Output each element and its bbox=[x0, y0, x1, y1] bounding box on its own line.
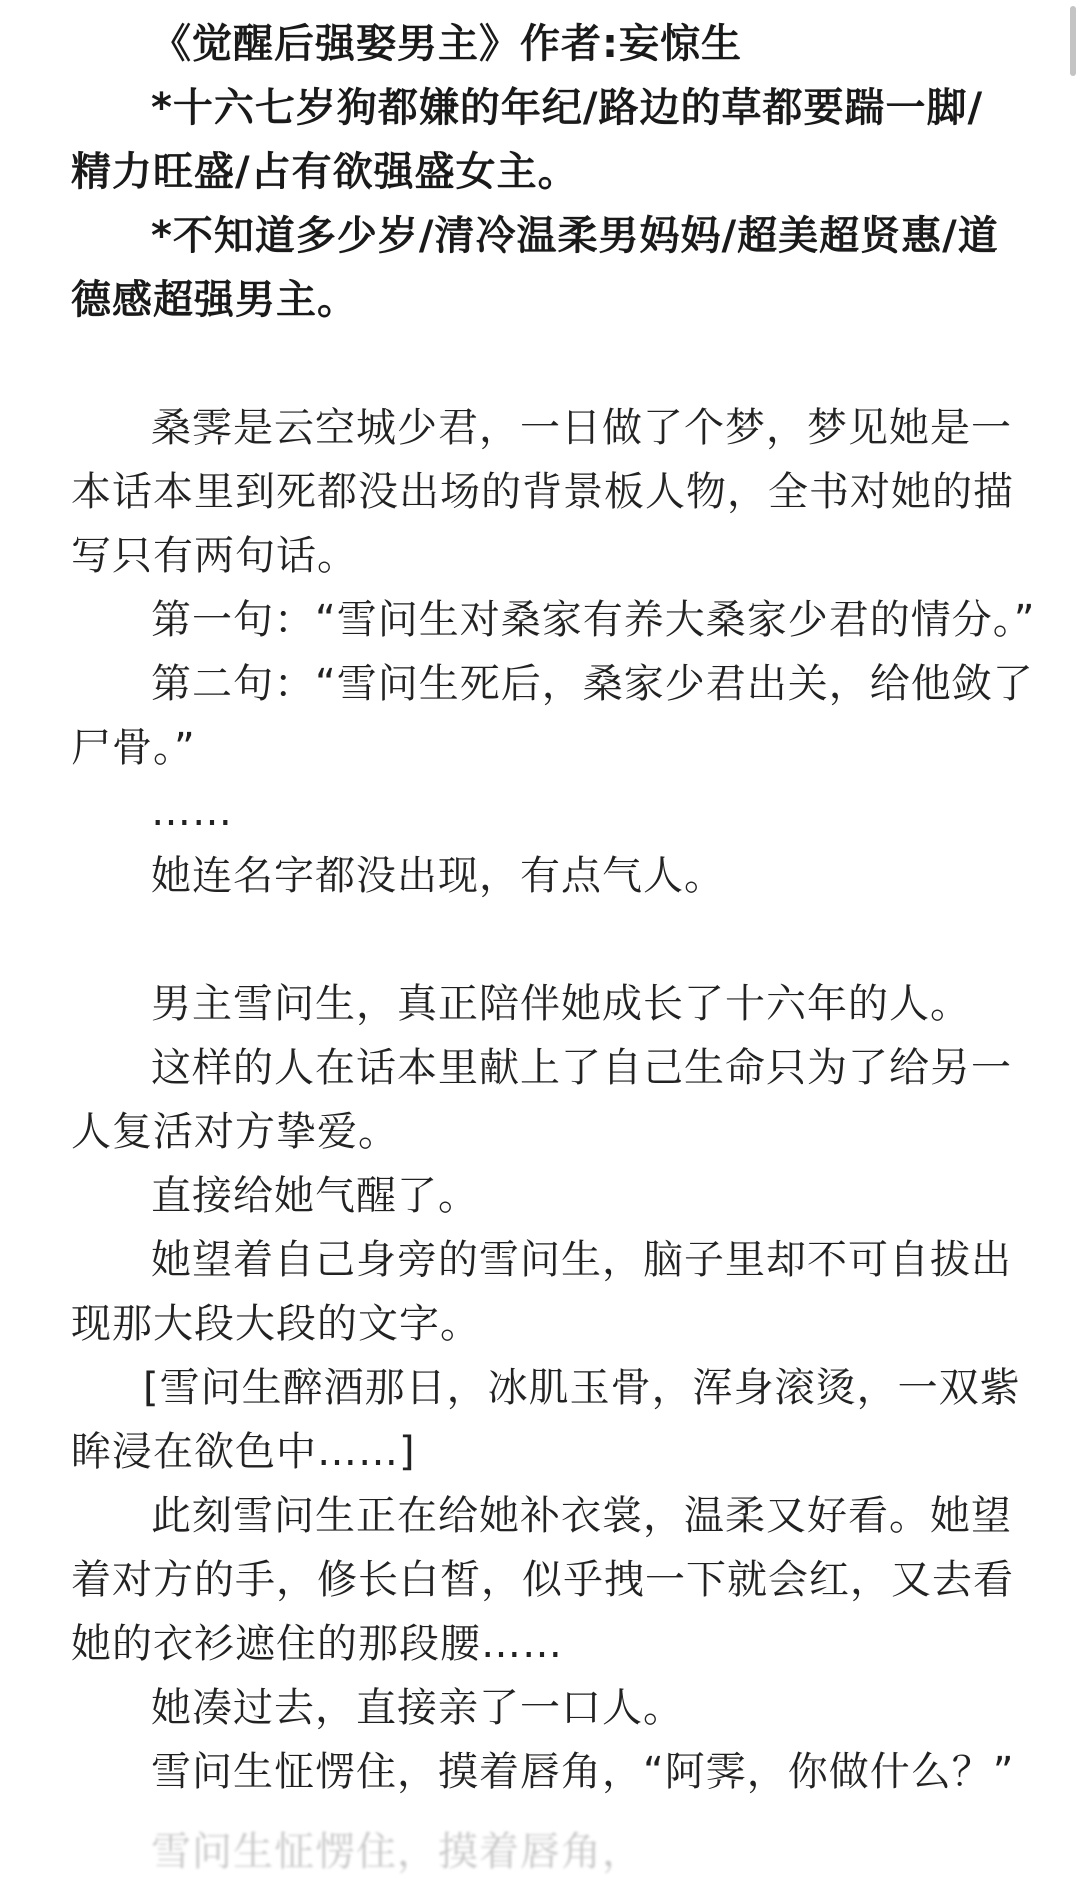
paragraph-line: 着对方的手，修长白皙，似乎拽一下就会红，又去看 bbox=[71, 1557, 1014, 1603]
paragraph-gap bbox=[71, 908, 1016, 972]
paragraph-line: 写只有两句话。 bbox=[71, 533, 358, 579]
paragraph-line: 尸骨。” bbox=[71, 725, 196, 771]
scrollbar-thumb[interactable] bbox=[1070, 6, 1076, 76]
intro-female-lead-1: *十六七岁狗都嫌的年纪/路边的草都要踹一脚/ bbox=[151, 85, 984, 131]
paragraph-line: 她凑过去，直接亲了一口人。 bbox=[151, 1685, 684, 1731]
paragraph-line: 桑霁是云空城少君，一日做了个梦，梦见她是一 bbox=[151, 405, 1012, 451]
paragraph-line: 男主雪问生，真正陪伴她成长了十六年的人。 bbox=[151, 981, 971, 1027]
paragraph-line: 雪问生怔愣住，摸着唇角，“阿霁，你做什么？” bbox=[151, 1749, 1015, 1795]
intro-female-lead-2: 精力旺盛/占有欲强盛女主。 bbox=[71, 149, 579, 195]
paragraph-line: 此刻雪问生正在给她补衣裳，温柔又好看。她望 bbox=[151, 1493, 1012, 1539]
paragraph-line: 直接给她气醒了。 bbox=[151, 1173, 479, 1219]
ellipsis-line: …… bbox=[151, 789, 233, 835]
paragraph-line: 本话本里到死都没出场的背景板人物，全书对她的描 bbox=[71, 469, 1014, 515]
scrollbar[interactable] bbox=[1068, 0, 1080, 1851]
quoted-paragraph-line: [雪问生醉酒那日，冰肌玉骨，浑身滚烫，一双紫 bbox=[143, 1365, 1021, 1411]
intro-male-lead-2: 德感超强男主。 bbox=[71, 277, 358, 323]
novel-text bbox=[71, 12, 1036, 1804]
paragraph-line: 这样的人在话本里献上了自己生命只为了给另一 bbox=[151, 1045, 1012, 1091]
paragraph-line: 她连名字都没出现，有点气人。 bbox=[151, 853, 725, 899]
paragraph-line: 她的衣衫遮住的那段腰…… bbox=[71, 1621, 563, 1667]
intro-male-lead-1: *不知道多少岁/清冷温柔男妈妈/超美超贤惠/道 bbox=[151, 213, 999, 259]
cut-off-line: 雪问生怔愣住，摸着唇角， bbox=[151, 1829, 643, 1875]
paragraph-line: 现那大段大段的文字。 bbox=[71, 1301, 481, 1347]
paragraph-gap bbox=[71, 332, 1016, 396]
paragraph-line: 她望着自己身旁的雪问生，脑子里却不可自拔出 bbox=[151, 1237, 1012, 1283]
paragraph-line: 第二句：“雪问生死后，桑家少君出关，给他敛了 bbox=[151, 661, 1034, 707]
paragraph-line: 人复活对方挚爱。 bbox=[71, 1109, 399, 1155]
title-line: 《觉醒后强娶男主》作者:妄惊生 bbox=[151, 21, 742, 67]
paragraph-line: 第一句：“雪问生对桑家有养大桑家少君的情分。” bbox=[151, 597, 1036, 643]
quoted-paragraph-line: 眸浸在欲色中……] bbox=[71, 1429, 416, 1475]
